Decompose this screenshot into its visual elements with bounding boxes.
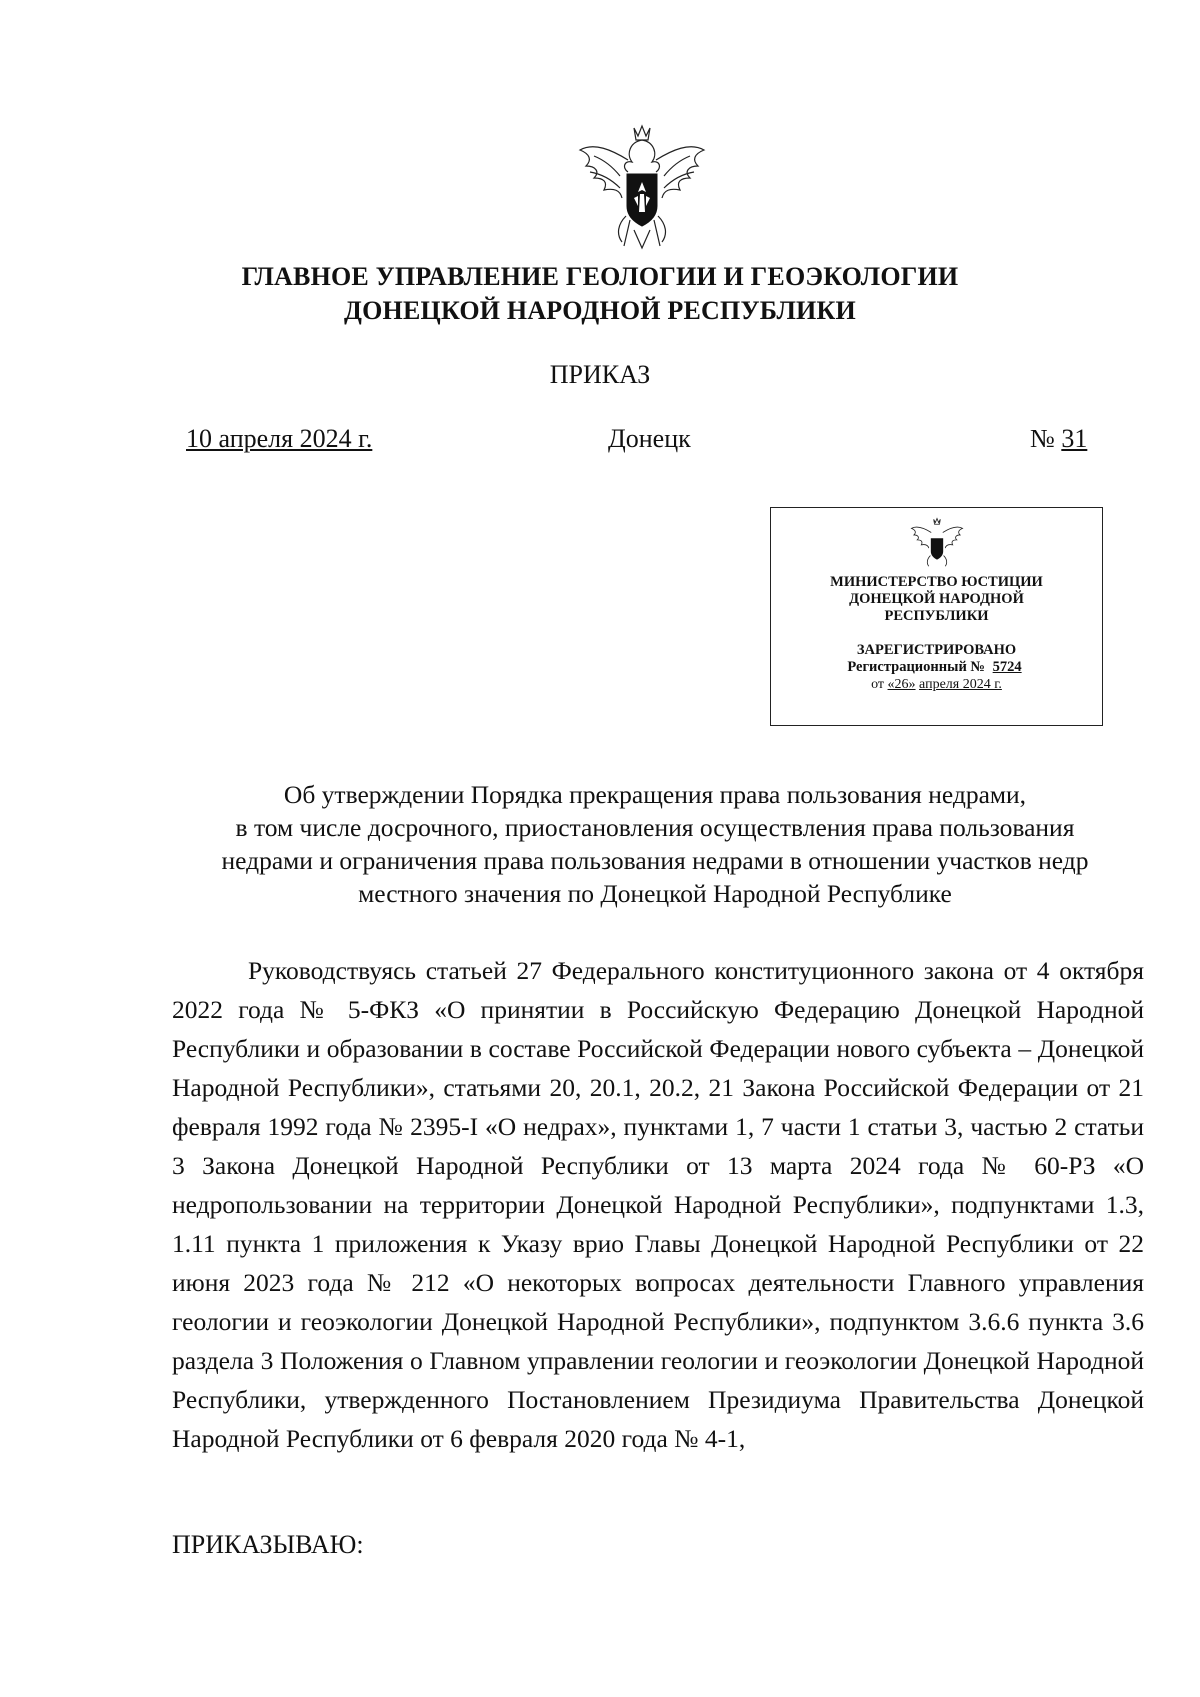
order-city: Донецк — [608, 424, 691, 453]
stamp-status: ЗАРЕГИСТРИРОВАНО — [856, 642, 1017, 658]
order-number — [1030, 424, 1087, 454]
stamp-org-line-3: РЕСПУБЛИКИ — [884, 608, 989, 624]
subject-line-2: в том числе досрочного, приостановления осуществления права пользования — [235, 813, 1075, 842]
subject-line-1: Об утверждении Порядка прекращения права пользования недрами, — [283, 780, 1027, 809]
order-directive-word: ПРИКАЗЫВАЮ: — [172, 1530, 364, 1559]
stamp-date-prefix: от — [871, 677, 885, 692]
legal-basis-paragraph: Руководствуясь статьей 27 Федерального конституционного закона от 4 октября 2022 года № 5-ФКЗ «О принятии в Российскую Федерацию Донецкой Народной Республики и образовании в составе Российской Федерации нового субъекта – Донецкой Народной Республики», статьями 20, 20.1, 20.2, 21 Закона Российской Федерации от 21 февраля 1992 года № 2395-I «О недрах», пунктами 1, 7 части 1 статьи 3, частью 2 статьи 3 Закона Донецкой Народной Республики от 13 марта 2024 года № 60-РЗ «О недропользовании на территории Донецкой Народной Республики», подпунктами 1.3, 1.11 пункта 1 приложения к Указу врио Главы Донецкой Народной Республики от 22 июня 2023 года № 212 «О некоторых вопросах деятельности Главного управления геологии и геоэкологии Донецкой Народной Республики», подпунктом 3.6.6 пункта 3.6 раздела 3 Положения о Главном управлении геологии и геоэкологии Донецкой Народной Республики, утвержденного Постановлением Президиума Правительства Донецкой Народной Республики от 6 февраля 2020 года № 4-1, — [172, 956, 1144, 1453]
order-date: 10 апреля 2024 г. — [186, 424, 373, 453]
stamp-emblem-icon — [908, 516, 966, 572]
header-line-1: ГЛАВНОЕ УПРАВЛЕНИЕ ГЕОЛОГИИ И ГЕОЭКОЛОГИИ — [241, 262, 959, 291]
stamp-reg-number-line — [771, 659, 1102, 676]
header-line-2: ДОНЕЦКОЙ НАРОДНОЙ РЕСПУБЛИКИ — [344, 296, 856, 325]
subject-line-3: недрами и ограничения права пользования недрами в отношении участков недр — [221, 846, 1089, 875]
stamp-reg-number: 5724 — [992, 659, 1022, 675]
order-number-prefix: № — [1030, 424, 1055, 453]
order-number-value: 31 — [1061, 424, 1088, 453]
document-type-title: ПРИКАЗ — [549, 360, 651, 389]
stamp-org-line-2: ДОНЕЦКОЙ НАРОДНОЙ — [849, 591, 1024, 607]
stamp-org-line-1: МИНИСТЕРСТВО ЮСТИЦИИ — [830, 574, 1043, 590]
stamp-date-rest: апреля 2024 г. — [919, 677, 1002, 692]
stamp-reg-date-line — [771, 676, 1102, 693]
stamp-date-day: «26» — [887, 677, 916, 692]
stamp-reg-label: Регистрационный № — [847, 659, 985, 675]
registration-stamp — [770, 507, 1103, 726]
coat-of-arms-emblem-icon — [572, 120, 712, 256]
subject-line-4: местного значения по Донецкой Народной Республике — [358, 879, 952, 908]
order-subject — [160, 778, 1150, 910]
